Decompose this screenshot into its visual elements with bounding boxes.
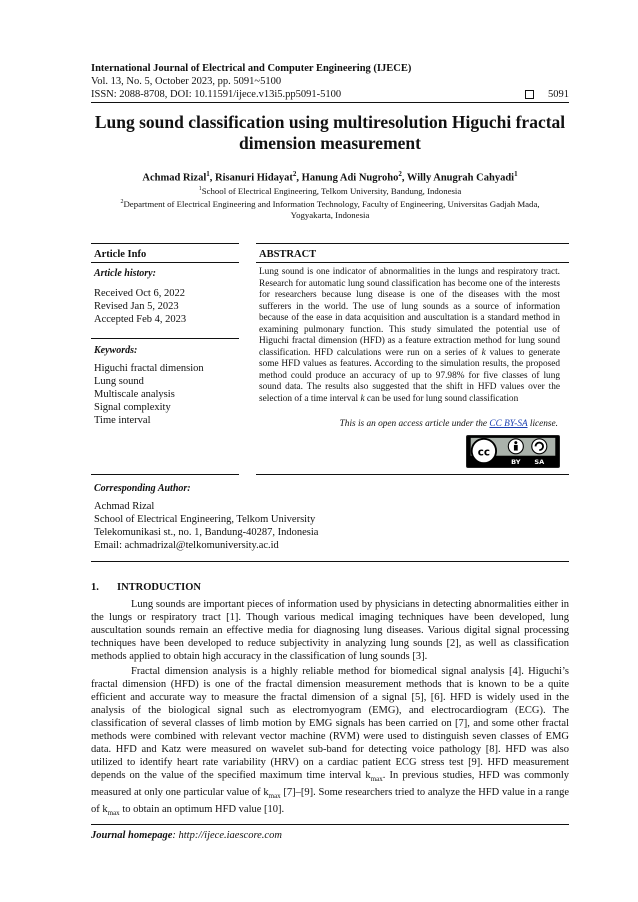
history-item: Revised Jan 5, 2023 [94, 301, 179, 312]
keyword: Lung sound [94, 376, 144, 387]
abstract-text: can be used for lung sound classification [364, 393, 519, 404]
author: Achmad Rizal [142, 172, 207, 184]
journal-name: International Journal of Electrical and Computer Engineering (IJECE) [91, 63, 412, 74]
subscript: max [268, 792, 281, 801]
history-item: Accepted Feb 4, 2023 [94, 314, 187, 325]
affiliation-text: Department of Electrical Engineering and Information Technology, Faculty of Engineering, Universitas Gadjah Mada, [123, 198, 540, 209]
info-bottom-rule [91, 474, 239, 475]
homepage-label: Journal homepage [91, 830, 173, 841]
paragraph-text: . In previous studies, HFD was commonly measured at only one particular value of k [91, 770, 569, 799]
license-text: This is an open access article under the [339, 419, 490, 429]
affiliation-text-cont: Yogyakarta, Indonesia [290, 209, 370, 220]
keyword: Higuchi fractal dimension [94, 363, 204, 374]
affiliation-number: 1 [198, 186, 202, 192]
subscript: max [107, 809, 120, 818]
paragraph-text: Lung sounds are important pieces of information used by physicians in detecting abnormalities either in the lungs or respiratory tract [1]. Though various medical imaging techniques have been developed, lung auscultation sounds remain an effective media for diagnosing lung diseases. Various digital signal processing techniques have been developed to reduce subjectivity in analyzing lung sounds [2], as well as classification methods applied to obtain high accuracy in the classification of lung sounds [3]. [91, 599, 569, 662]
article-history [94, 287, 186, 326]
keywords-heading: Keywords: [94, 345, 138, 356]
footer-rule [91, 824, 569, 825]
section-heading [91, 582, 201, 593]
header-rule [91, 102, 569, 103]
affiliation-text: School of Electrical Engineering, Telkom University, Bandung, Indonesia [201, 185, 462, 196]
author: Willy Anugrah Cahyadi [406, 172, 515, 184]
license-notice [259, 419, 558, 429]
journal-homepage [91, 830, 282, 841]
affiliation-1 [91, 184, 569, 197]
author: Hanung Adi Nugroho [301, 172, 399, 184]
author-affil: 2 [292, 170, 297, 178]
subscript: max [370, 775, 383, 784]
keyword: Multiscale analysis [94, 389, 175, 400]
title-line-1: Lung sound classification using multiresolution Higuchi fractal [94, 112, 566, 132]
license-link[interactable]: CC BY-SA [489, 419, 528, 429]
abstract-text: Lung sound is one indicator of abnormalities in the lungs and respiratory tract. Research for automatic lung sound classification has become one of the interests for researchers because lung disease is one of the diseases with the most sufferers in the world. The use of lung sounds as a source of information because of the ease in data acquisition and auscultation is a standard method in examining pulmonary function. This study simulated the potential use of Higuchi fractal dimension (HFD) as a feature extraction method for lung sound classification. HFD calculations were run on a series of [259, 267, 560, 358]
affiliation-2 [91, 197, 569, 221]
title-line-2: dimension measurement [239, 133, 421, 153]
cc-by-sa-icon[interactable] [466, 435, 560, 468]
section-number: 1. [91, 582, 99, 593]
contact-line: Telekomunikasi st., no. 1, Bandung-40287, Indonesia [94, 527, 319, 538]
history-heading: Article history: [94, 268, 156, 279]
journal-volume: Vol. 13, No. 5, October 2023, pp. 5091~5100 [91, 76, 282, 87]
abstract-heading: ABSTRACT [259, 249, 317, 260]
author-affil: 1 [514, 170, 518, 178]
abstract-body [259, 267, 560, 405]
abstract-var: k [360, 393, 365, 404]
contact-line: School of Electrical Engineering, Telkom University [94, 514, 316, 525]
keywords-list [94, 362, 204, 427]
journal-issn: ISSN: 2088-8708, DOI: 10.11591/ijece.v13i5.pp5091-5100 [91, 89, 342, 100]
cc-label: cc [477, 446, 491, 459]
license-text: license. [527, 419, 558, 429]
history-item: Received Oct 6, 2022 [94, 288, 185, 299]
author-list: Achmad Rizal$^1$, Risanuri Hidayat$^2$, Hanung Adi Nugroho$^2$, Willy Anugrah Cahyadi$^1$ [142, 170, 518, 184]
affiliation-number: 2 [120, 199, 124, 205]
corresponding-heading: Corresponding Author: [94, 483, 191, 494]
info-rule [91, 262, 239, 263]
keyword: Time interval [94, 415, 151, 426]
paragraph-text: [7]–[9]. Some researchers tried to analyze the HFD value in a range of k [91, 787, 569, 816]
paragraph-text: to obtain an optimum HFD value [10]. [119, 804, 285, 816]
paper-title [80, 112, 580, 154]
corresponding-author [94, 500, 318, 552]
sa-label: SA [534, 458, 545, 467]
paragraph [91, 598, 569, 663]
abstract-top-rule [256, 243, 569, 244]
homepage-url[interactable]: : http://ijece.iaescore.com [172, 830, 282, 841]
article-info-heading: Article Info [94, 249, 147, 260]
abstract-text: values to generate some HFD values as features. According to the simulation results, the proposed method could produce an accuracy of up to 97.98% for five classes of lung sound data. The results also suggested that the shift in HFD values over the selection of a time interval [259, 347, 560, 404]
abstract-var: k [481, 347, 486, 358]
author-affil: 2 [398, 170, 402, 178]
keyword: Signal complexity [94, 402, 171, 413]
contact-email: Email: achmadrizal@telkomuniversity.ac.id [94, 540, 279, 551]
by-label: BY [511, 458, 521, 467]
keywords-rule [91, 338, 239, 339]
page-number-box [525, 88, 569, 101]
author: Risanuri Hidayat [215, 172, 293, 184]
abstract-bottom-rule [256, 474, 569, 475]
issn-row [91, 88, 569, 101]
paragraph-text: Fractal dimension analysis is a highly reliable method for biomedical signal analysis [4]. Higuchi’s fractal dimension (HFD) is one of the fractal dimension measurement methods that is known to be a quite efficient and accurate way to measure the fractal dimension of a signal [5], [6]. HFD is widely used in the analysis of the biological signal such as electromyogram (EMG), and electrocardiogram (ECG). The classification of several classes of limb motion by EMG signals has been carried on [7], and some other fractal methods were combined with relevant vector machine (RVM) were used to distinguish seven classes of EMG data. HFD and Katz were measured on wavelet sub-band for detecting voice pathology [8]. HFD was also utilized to identify heart rate variability (HRV) on a cardiac patient ECG stress test [9]. HFD measurement depends on the value of the specified maximum time interval k [91, 666, 569, 781]
section-title: INTRODUCTION [117, 582, 202, 593]
abstract-rule [256, 262, 569, 263]
journal-header [91, 62, 569, 101]
author-affil: 1 [206, 170, 210, 178]
square-icon [525, 90, 534, 99]
contact-line: Achmad Rizal [94, 501, 155, 512]
page-number: 5091 [548, 89, 569, 100]
info-top-rule [91, 243, 239, 244]
paragraph [91, 665, 569, 820]
author-bottom-rule [91, 561, 569, 562]
